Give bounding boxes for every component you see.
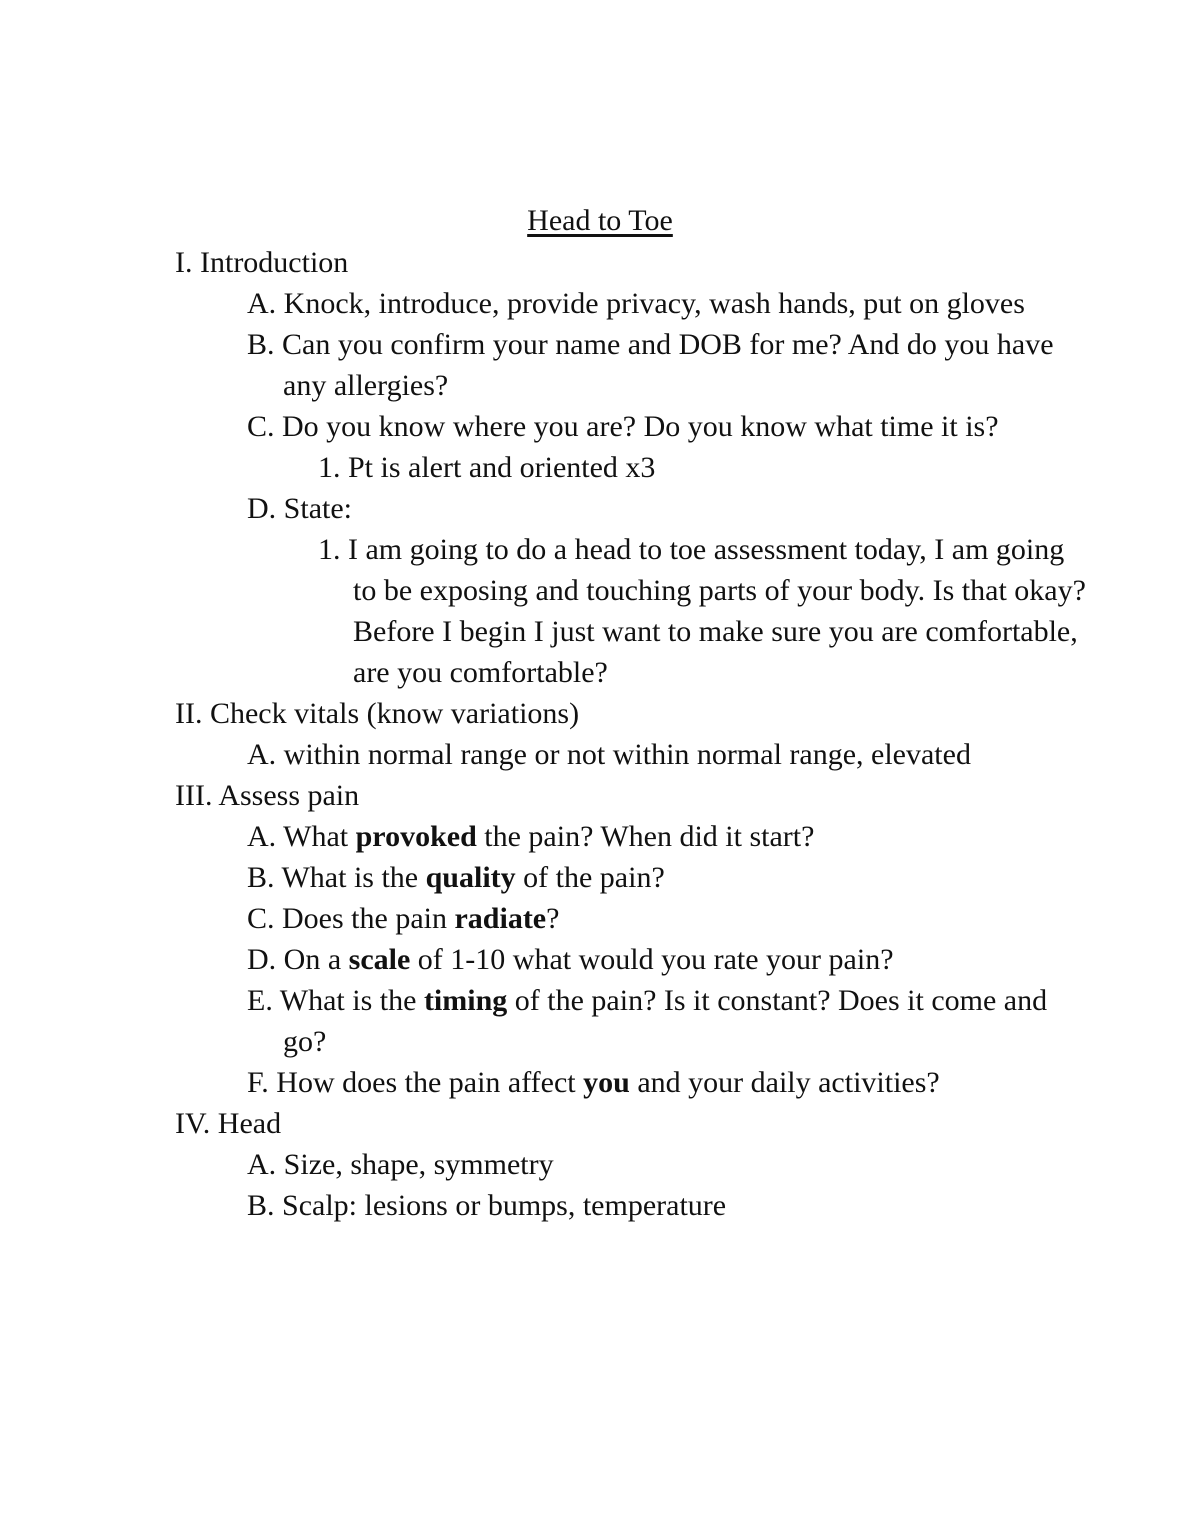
item-label: E. (247, 984, 273, 1017)
outline-item-3b (247, 857, 1073, 898)
document-title: Head to Toe (527, 204, 673, 237)
outline-item-4a (247, 1144, 1073, 1185)
outline-item-3e (247, 980, 1073, 1062)
item-label: A. (247, 820, 277, 853)
outline-item-3a (247, 816, 1073, 857)
item-text: Pt is alert and oriented x3 (348, 451, 656, 484)
outline-item-1d (247, 488, 1073, 529)
item-text-pre: What (283, 820, 356, 853)
item-text: I am going to do a head to toe assessment today, I am going to be exposing and touching parts of your body. Is that okay? Before I begin I just want to make sure you are comfortable, are you comfortable? (348, 533, 1086, 689)
item-text: State: (283, 492, 352, 525)
item-label: 1. (318, 451, 341, 484)
item-text-pre: What is the (279, 984, 424, 1017)
item-text-pre: Does the pain (282, 902, 455, 935)
item-text-post: ? (546, 902, 560, 935)
item-text-post: of the pain? Is it constant? Does it come and go? (283, 984, 1048, 1058)
item-label: C. (247, 902, 275, 935)
outline-subitem-1c1 (318, 447, 1093, 488)
section-heading-assess-pain: III. Assess pain (175, 779, 360, 812)
item-text: Do you know where you are? Do you know what time it is? (282, 410, 999, 443)
item-keyword: you (583, 1066, 630, 1099)
item-text-pre: How does the pain affect (276, 1066, 584, 1099)
item-text: Can you confirm your name and DOB for me? And do you have any allergies? (282, 328, 1054, 402)
outline-subitem-1d1 (318, 529, 1093, 693)
item-label: A. (247, 287, 277, 320)
item-text: Knock, introduce, provide privacy, wash hands, put on gloves (283, 287, 1025, 320)
item-keyword: scale (348, 943, 411, 976)
item-label: C. (247, 410, 275, 443)
item-label: B. (247, 328, 275, 361)
item-keyword: timing (423, 984, 508, 1017)
item-text: within normal range or not within normal range, elevated (283, 738, 971, 771)
item-label: F. (247, 1066, 269, 1099)
outline (0, 242, 1200, 1226)
item-text-pre: On a (283, 943, 349, 976)
outline-item-1b (247, 324, 1073, 406)
item-label: D. (247, 943, 277, 976)
item-text: Scalp: lesions or bumps, temperature (282, 1189, 727, 1222)
section-heading-check-vitals: II. Check vitals (know variations) (175, 697, 580, 730)
item-text-post: and your daily activities? (629, 1066, 940, 1099)
outline-item-1a (247, 283, 1073, 324)
item-keyword: provoked (355, 820, 477, 853)
section-heading-introduction: I. Introduction (175, 246, 349, 279)
item-label: B. (247, 1189, 275, 1222)
outline-item-4b (247, 1185, 1073, 1226)
outline-item-1c (247, 406, 1073, 447)
section-heading-head: IV. Head (175, 1107, 282, 1140)
outline-item-3d (247, 939, 1073, 980)
item-label: B. (247, 861, 275, 894)
item-keyword: quality (425, 861, 516, 894)
item-label: 1. (318, 533, 341, 566)
outline-item-3f (247, 1062, 1073, 1103)
outline-item-3c (247, 898, 1073, 939)
outline-item-2a (247, 734, 1073, 775)
item-label: A. (247, 1148, 277, 1181)
item-label: D. (247, 492, 277, 525)
item-keyword: radiate (454, 902, 547, 935)
item-text-post: of 1-10 what would you rate your pain? (410, 943, 894, 976)
item-text-post: of the pain? (515, 861, 665, 894)
document-title-container (0, 202, 1200, 240)
item-label: A. (247, 738, 277, 771)
item-text-post: the pain? When did it start? (476, 820, 815, 853)
item-text-pre: What is the (281, 861, 426, 894)
item-text: Size, shape, symmetry (283, 1148, 554, 1181)
